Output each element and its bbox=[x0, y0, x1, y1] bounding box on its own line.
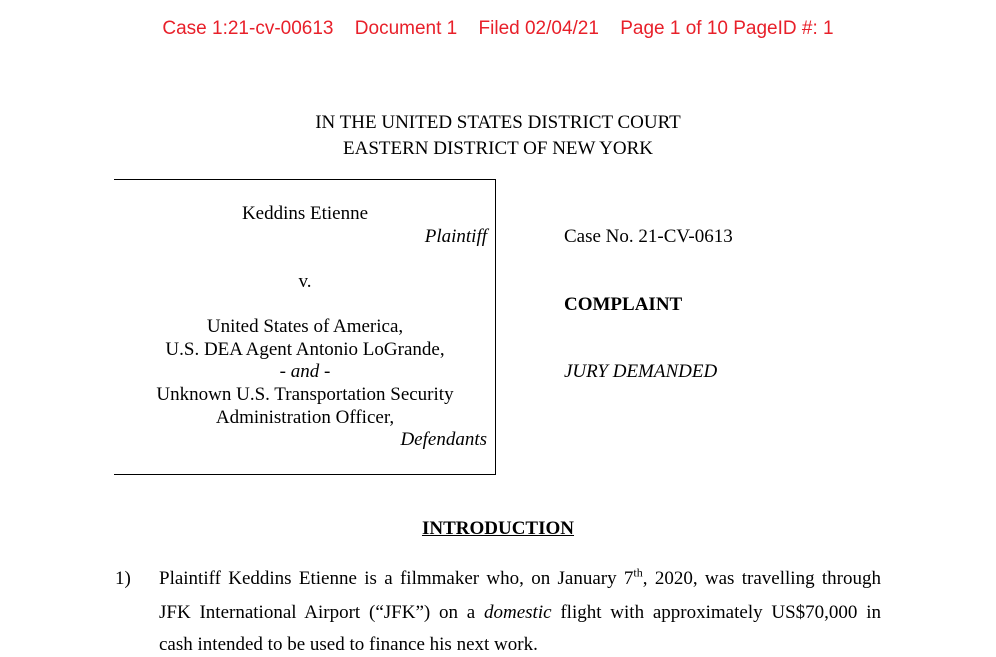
conjunction-and: - and - bbox=[279, 361, 331, 382]
paragraph-line-3: cash intended to be used to finance his next work. bbox=[159, 634, 538, 655]
court-district: EASTERN DISTRICT OF NEW YORK bbox=[343, 138, 653, 159]
paragraph-line-1-text-b: , 2020, was travelling through bbox=[642, 568, 881, 589]
complaint-title: COMPLAINT bbox=[564, 294, 683, 315]
versus-label: v. bbox=[298, 271, 312, 292]
page-id-stamp: Page 1 of 10 PageID #: 1 bbox=[620, 18, 834, 39]
jury-demanded: JURY DEMANDED bbox=[564, 361, 718, 382]
filed-date-stamp: Filed 02/04/21 bbox=[478, 18, 599, 39]
case-number-stamp: Case 1:21-cv-00613 bbox=[162, 18, 334, 39]
court-name: IN THE UNITED STATES DISTRICT COURT bbox=[315, 112, 681, 133]
paragraph-number: 1) bbox=[115, 568, 131, 589]
paragraph-line-1-text-a: Plaintiff Keddins Etienne is a filmmaker who, on January 7 bbox=[159, 568, 634, 589]
paragraph-line-2 bbox=[159, 601, 881, 625]
defendant-united-states: United States of America, bbox=[206, 316, 404, 337]
paragraph-line-2-text-b: flight with approximately US$70,000 in bbox=[551, 602, 881, 623]
plaintiff-name: Keddins Etienne bbox=[241, 203, 369, 224]
paragraph-line-2-text-a: JFK International Airport (“JFK”) on a bbox=[159, 602, 484, 623]
case-header-stamp bbox=[0, 17, 996, 41]
defendant-tsa-officer-line2: Administration Officer, bbox=[215, 407, 395, 428]
domestic-emphasis: domestic bbox=[484, 602, 552, 623]
case-number: Case No. 21-CV-0613 bbox=[564, 226, 733, 247]
plaintiff-label: Plaintiff bbox=[424, 226, 487, 247]
ordinal-suffix: th bbox=[633, 565, 643, 580]
defendant-dea-agent: U.S. DEA Agent Antonio LoGrande, bbox=[165, 339, 445, 360]
introduction-heading: INTRODUCTION bbox=[421, 518, 575, 539]
defendants-label: Defendants bbox=[400, 429, 487, 450]
paragraph-line-1 bbox=[159, 567, 881, 591]
defendant-tsa-officer-line1: Unknown U.S. Transportation Security bbox=[156, 384, 454, 405]
document-number-stamp: Document 1 bbox=[354, 18, 458, 39]
